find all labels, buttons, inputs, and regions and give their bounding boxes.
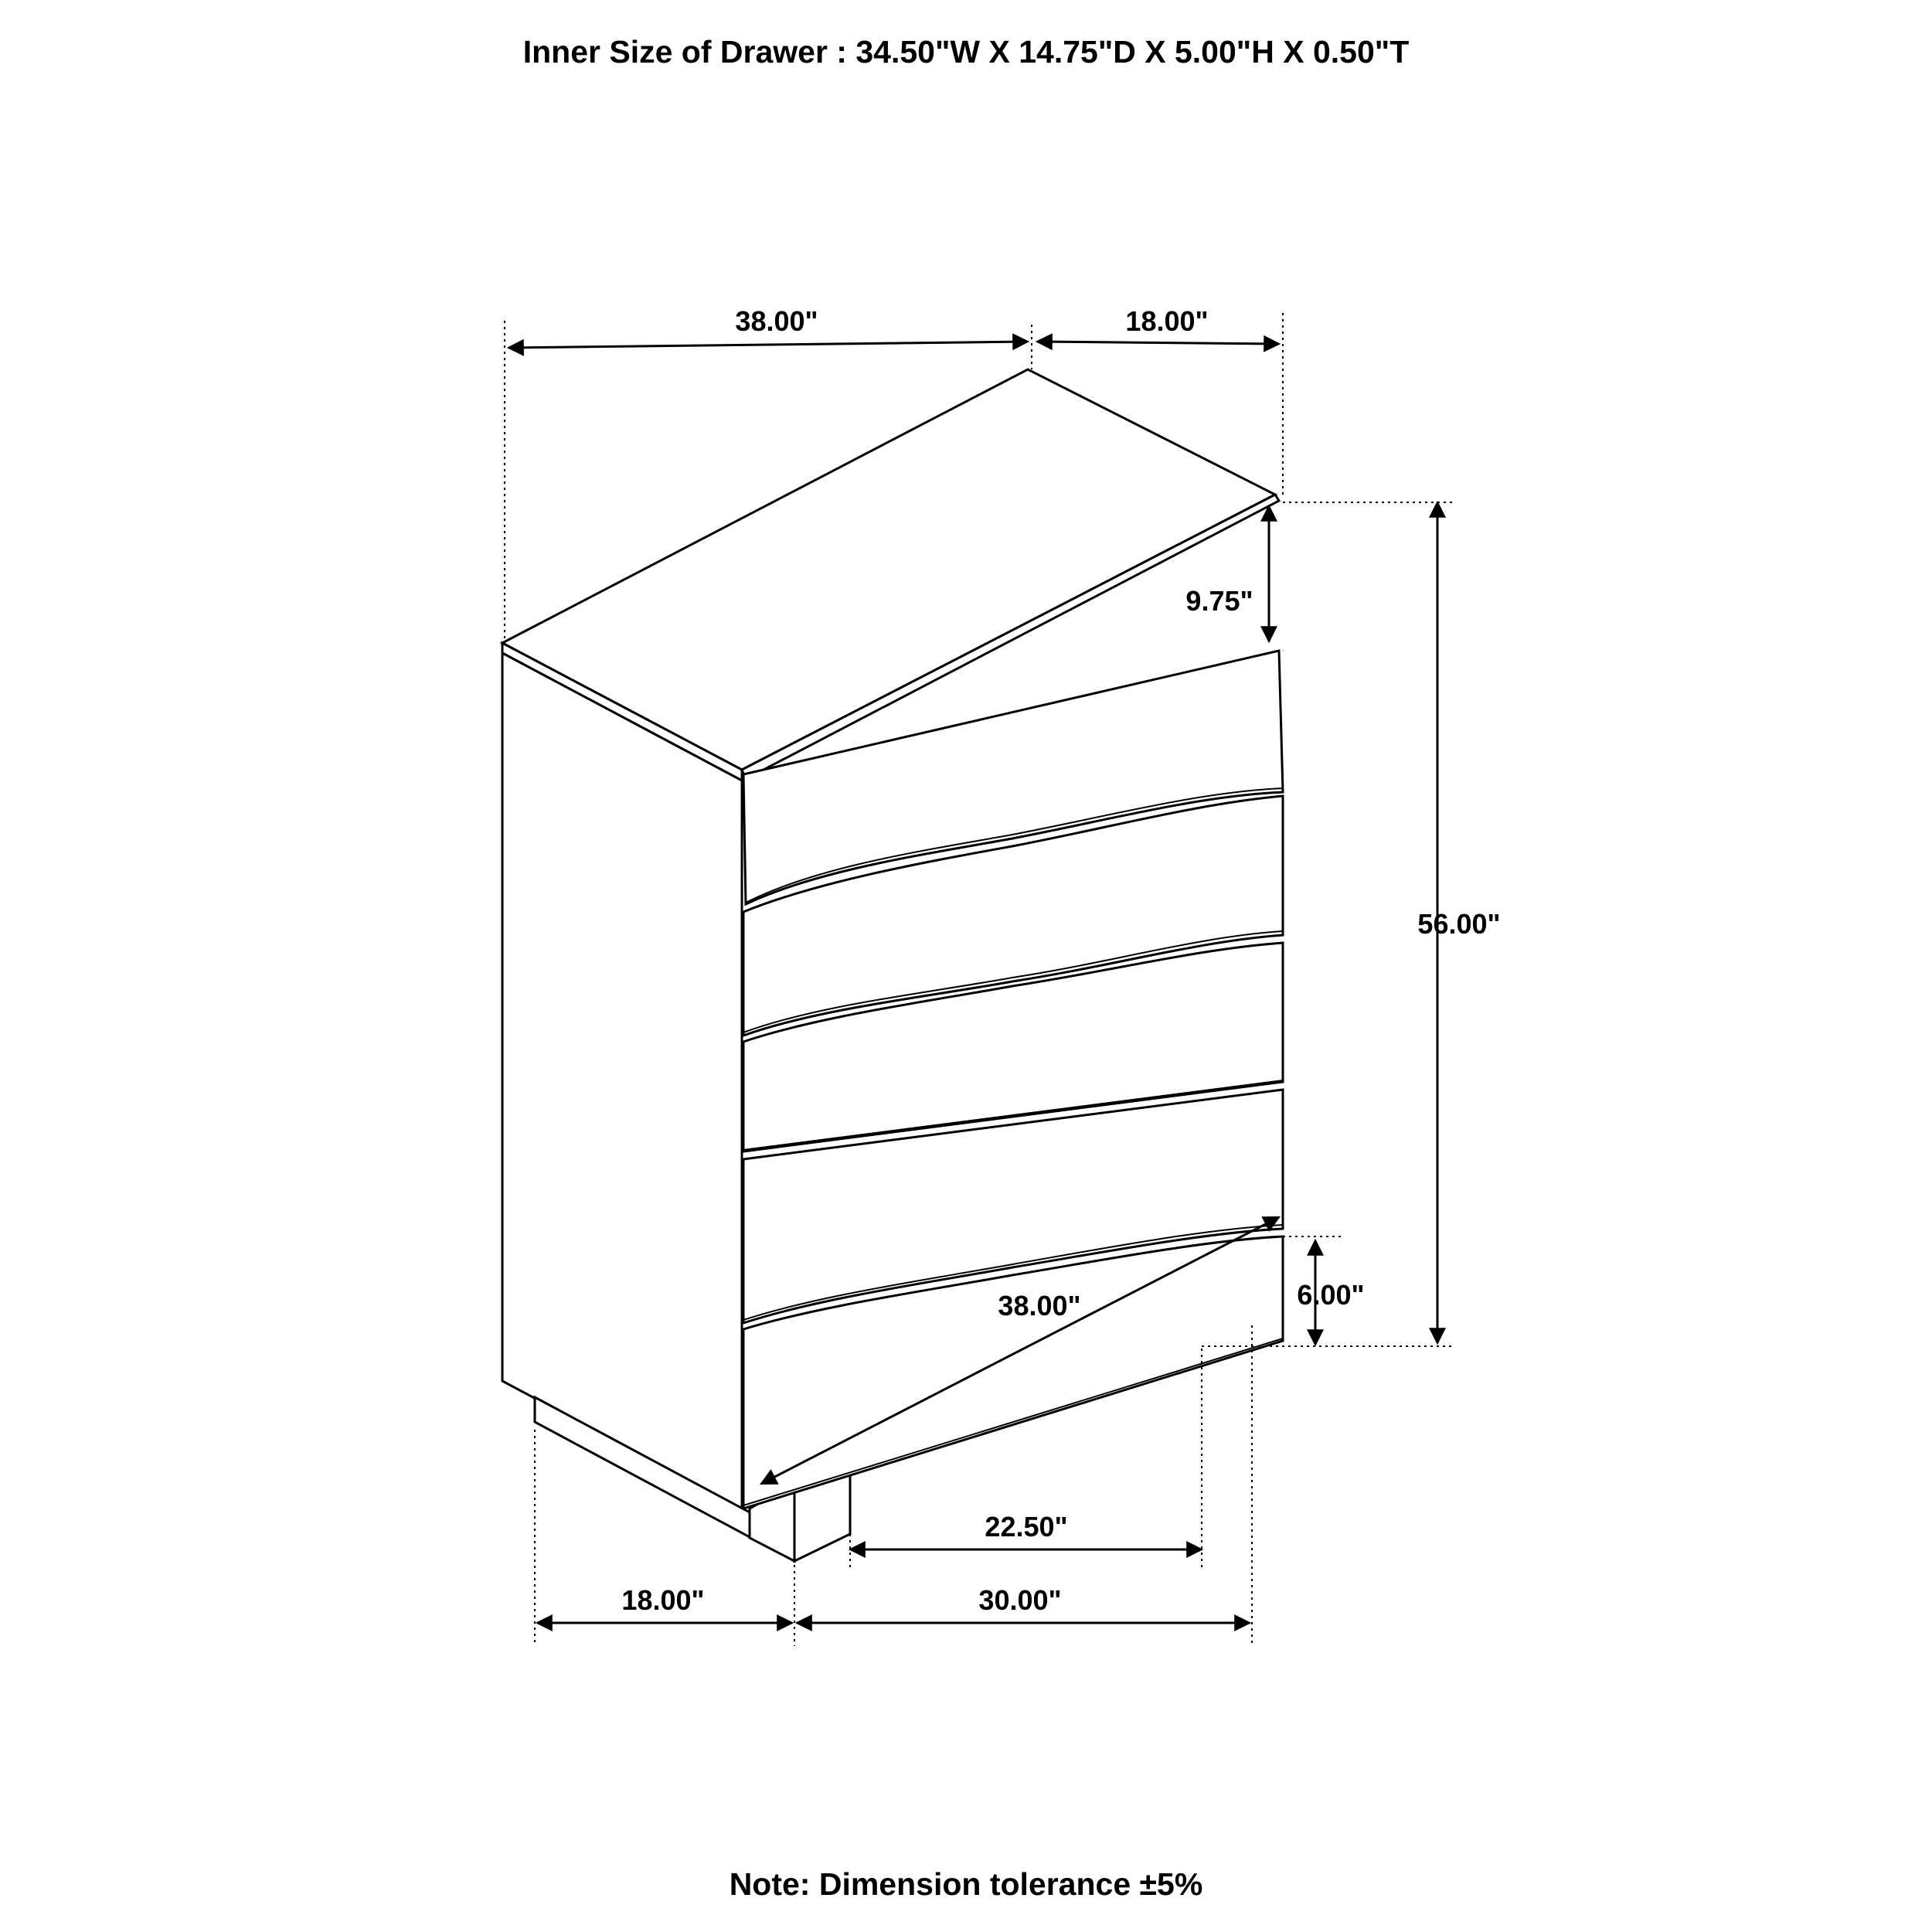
top-drawer-height-label: 9.75" bbox=[1185, 585, 1253, 617]
top-width-dim-line bbox=[509, 342, 1028, 348]
total-height-label: 56.00" bbox=[1417, 908, 1501, 940]
base-width-label: 30.00" bbox=[978, 1584, 1062, 1616]
tolerance-note: Note: Dimension tolerance ±5% bbox=[729, 1866, 1203, 1902]
top-width-label: 38.00" bbox=[735, 305, 818, 337]
inner-size-caption: Inner Size of Drawer : 34.50"W X 14.75"D X 5.00"H X 0.50"T bbox=[522, 34, 1410, 70]
base-height-label: 6.00" bbox=[1297, 1279, 1365, 1311]
top-depth-label: 18.00" bbox=[1125, 305, 1209, 337]
base-depth-label: 18.00" bbox=[621, 1584, 705, 1616]
base-inner-width-label: 22.50" bbox=[985, 1511, 1068, 1543]
chest-side-panel bbox=[502, 653, 742, 1509]
front-width-label: 38.00" bbox=[998, 1290, 1081, 1321]
top-depth-dim-line bbox=[1037, 342, 1279, 344]
